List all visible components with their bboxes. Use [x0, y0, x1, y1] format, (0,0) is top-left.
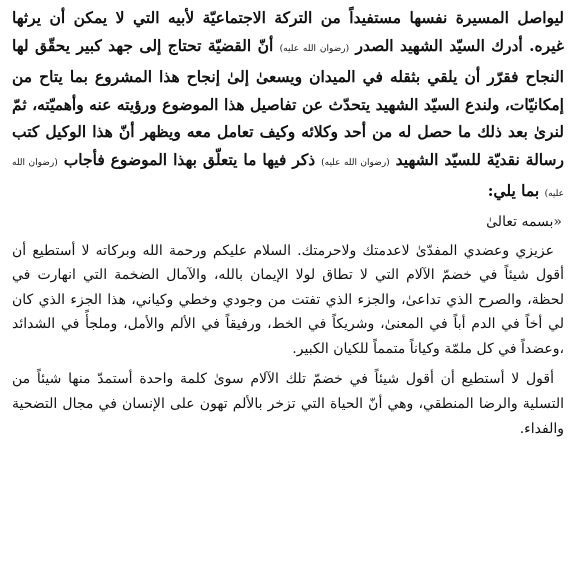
honorific-formula-2: (رضوان الله عليه): [321, 157, 390, 168]
honorific-formula-3: (رضوان الله عليه): [12, 157, 564, 199]
letter-basmala: «بسمه تعالىٰ: [486, 213, 562, 230]
letter-paragraph-1: عزيزي وعضدي المفدّىٰ لاعدمتك ولاحرمتك. السلام عليكم ورحمة الله وبركاته لا أستطيع أن أقول شيئاً في خضمّ الآلام التي لا تطاق لولا الإيمان بالله، والآمال الضخمة التي انهارت في لحظة، والصرح الذي تداعىٰ، والجزء الذي تفتت من وجودي وخطي وكياني، هذا الجزء الذي كان لي أخاً في الدم أباً في المعنىٰ، وشريكاً في الخط، ورفيقاً في الألم والأمل، وملجأً في الشدائد ،وعضداً في كل ملمّة وكياناً متمماً للكيان الكبير.: [12, 242, 564, 357]
letter-paragraph-2: أقول لا أستطيع أن أقول شيئاً في خضمّ تلك الآلام سوىٰ كلمة واحدة أستمدّ منها شيئاً من التسلية والرضا المنطقي، وهي أنّ الحياة التي تزخر بالألم تهون على الإنسان في مجال التضحية والفداء.: [12, 371, 564, 437]
intro-paragraph: [12, 4, 564, 209]
intro-text-part-3: ذكر فيها ما يتعلّق بهذا الموضوع فأجاب: [57, 149, 322, 169]
honorific-formula-1: (رضوان الله عليه): [279, 43, 350, 54]
intro-text-part-1: ليواصل المسيرة نفسها مستفيداً من التركة الاجتماعيّة لأبيه التي لا يمكن أن يرثها غيره. أدرك السيّد الشهيد الصدر: [12, 8, 564, 55]
document-page: [12, 4, 564, 441]
quoted-letter: [12, 239, 564, 442]
intro-text-part-4: بما يلي:: [487, 181, 545, 200]
intro-text-part-2: أنّ القضيّة تحتاج إلى جهد كبير يحقّق لها النجاح فقرّر أن يلقي بثقله في الميدان ويسعىٰ إلىٰ إنجاح هذا المشروع بما يتاح من إمكانيّات، ولندع السيّد الشهيد يتحدّث عن تفاصيل هذا الموضوع ورؤيته عنه وأهميّته، ثمّ لنرىٰ بعد ذلك ما حصل له من أحد وكلائه وكيف تعامل معه ويظهر أنّ هذا الوكيل كتب رسالة نقديّة للسيّد الشهيد: [12, 35, 564, 169]
